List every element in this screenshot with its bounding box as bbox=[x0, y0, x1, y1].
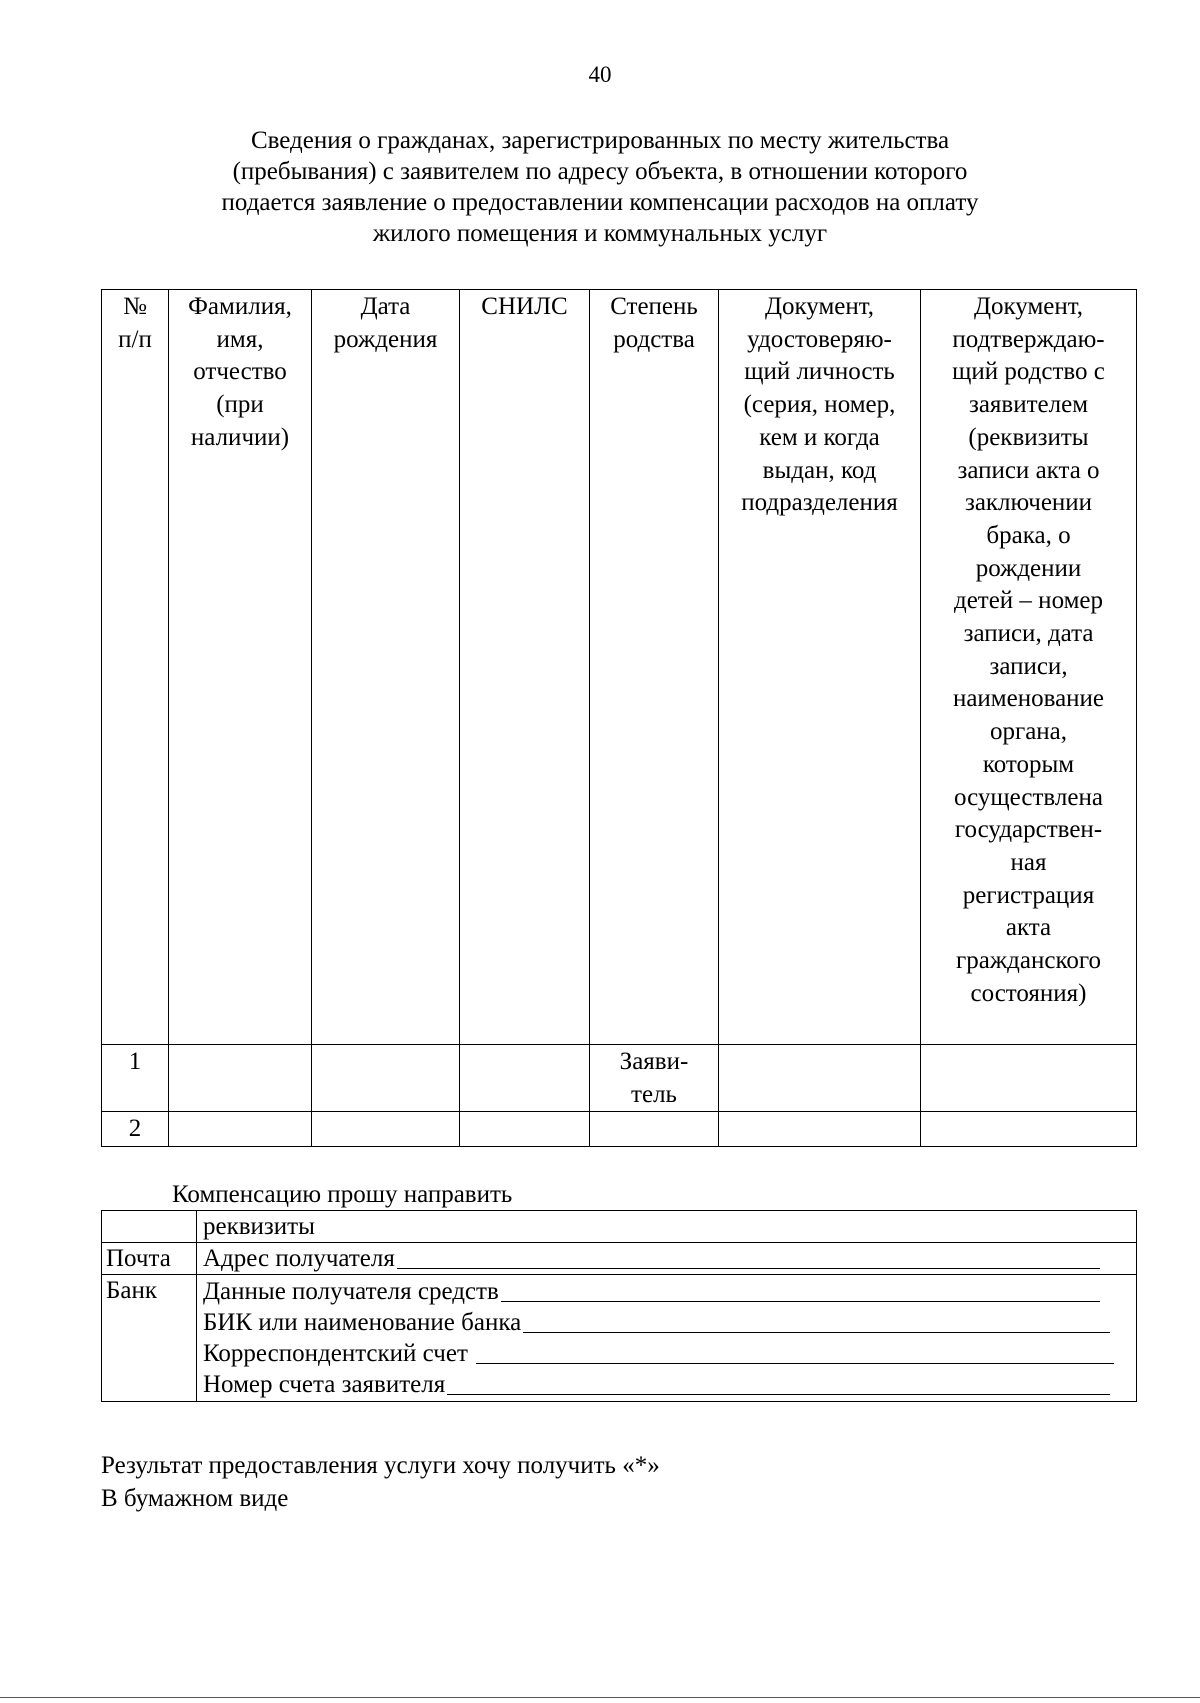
relation-cell[interactable] bbox=[590, 1112, 719, 1147]
bank-label: Банк bbox=[102, 1275, 197, 1402]
row-number: 2 bbox=[102, 1112, 169, 1147]
birth-date-cell[interactable] bbox=[312, 1045, 460, 1112]
bank-field-label: БИК или наименование банка bbox=[203, 1309, 522, 1336]
cell-text-line: щий личность bbox=[744, 358, 895, 386]
cell-text-line: акта bbox=[1005, 914, 1052, 942]
cell-text-line: заявителем bbox=[968, 391, 1089, 419]
cell-text-line: п/п bbox=[118, 325, 152, 353]
cell-text-line: заключении bbox=[964, 489, 1093, 517]
title-line: подается заявление о предоставлении компенсации расходов на оплату bbox=[221, 189, 979, 216]
cell-text-line: записи, bbox=[989, 652, 1068, 680]
bank-field-label: Номер счета заявителя bbox=[203, 1371, 446, 1398]
snils-cell[interactable] bbox=[460, 1112, 590, 1147]
table-row bbox=[102, 1112, 1137, 1147]
cell-text-line: записи, дата bbox=[963, 620, 1094, 648]
birth-date-cell[interactable] bbox=[312, 1112, 460, 1147]
identity-document-cell[interactable] bbox=[719, 1045, 921, 1112]
cell-text-line: наименование bbox=[952, 685, 1105, 713]
document-title bbox=[180, 125, 1020, 249]
header-identity-document bbox=[719, 290, 921, 1045]
payment-table bbox=[101, 1210, 1137, 1402]
kinship-document-cell[interactable] bbox=[921, 1045, 1137, 1112]
recipient-data-fill-line[interactable] bbox=[501, 1301, 1100, 1302]
full-name-cell[interactable] bbox=[169, 1045, 312, 1112]
snils-cell[interactable] bbox=[460, 1045, 590, 1112]
title-line: (пребывания) с заявителем по адресу объекта, в отношении которого bbox=[232, 158, 968, 185]
cell-text-line: Степень bbox=[610, 293, 698, 320]
cell-text-line: щий родство с bbox=[952, 358, 1105, 386]
table-row bbox=[102, 1045, 1137, 1112]
header-birth-date bbox=[312, 290, 460, 1045]
cell-text-line: состояния) bbox=[970, 979, 1087, 1007]
bank-row bbox=[102, 1275, 1137, 1402]
requisites-row bbox=[102, 1211, 1137, 1243]
cell-text-line: которым bbox=[982, 750, 1075, 778]
header-number bbox=[102, 290, 169, 1045]
cell-text-line: органа, bbox=[989, 718, 1068, 746]
applicant-account-fill-line[interactable] bbox=[447, 1394, 1110, 1395]
mail-row bbox=[102, 1243, 1137, 1275]
identity-document-cell[interactable] bbox=[719, 1112, 921, 1147]
cell-text-line: Заяви- bbox=[619, 1048, 689, 1075]
bik-fill-line[interactable] bbox=[523, 1332, 1110, 1333]
cell-text-line: рождения bbox=[333, 325, 438, 353]
mail-label: Почта bbox=[102, 1243, 197, 1275]
cell-text-line: тель bbox=[631, 1080, 677, 1108]
cell-text-line: ная bbox=[1010, 848, 1047, 876]
cell-text-line: (при bbox=[216, 391, 264, 419]
result-section bbox=[101, 1449, 660, 1515]
cell-text-line: Дата bbox=[360, 293, 411, 320]
kinship-document-cell[interactable] bbox=[921, 1112, 1137, 1147]
requisites-label: реквизиты bbox=[197, 1211, 1137, 1243]
cell-text-line: (серия, номер, bbox=[743, 391, 896, 419]
cell-text-line: брака, о bbox=[986, 521, 1071, 549]
cell-text-line: удостоверяю- bbox=[747, 325, 892, 353]
bank-fields bbox=[197, 1275, 1137, 1402]
header-full-name bbox=[169, 290, 312, 1045]
cell-text-line: подразделения bbox=[741, 489, 898, 517]
result-format-option[interactable]: В бумажном виде bbox=[101, 1485, 289, 1512]
mail-address-fill-line[interactable] bbox=[397, 1268, 1100, 1269]
cell-text-line: детей – номер bbox=[953, 587, 1104, 615]
cell-text-line: СНИЛС bbox=[481, 293, 568, 320]
correspondent-account-fill-line[interactable] bbox=[476, 1363, 1114, 1364]
cell-text-line: имя, bbox=[216, 325, 264, 353]
table-header-row bbox=[102, 290, 1137, 1045]
cell-text-line: подтверждаю- bbox=[952, 325, 1105, 353]
requisites-empty-cell bbox=[102, 1211, 197, 1243]
cell-text-line: родства bbox=[613, 325, 695, 353]
relation-cell bbox=[590, 1045, 719, 1112]
mail-address-field[interactable] bbox=[197, 1243, 1137, 1275]
page-number: 40 bbox=[588, 62, 612, 87]
header-kinship-document bbox=[921, 290, 1137, 1045]
row-number: 1 bbox=[102, 1045, 169, 1112]
cell-text-line: государствен- bbox=[954, 816, 1103, 844]
header-snils bbox=[460, 290, 590, 1045]
cell-text-line: выдан, код bbox=[762, 456, 877, 484]
scan-edge-line bbox=[0, 1697, 1200, 1698]
cell-text-line: наличии) bbox=[190, 423, 290, 451]
cell-text-line: (реквизиты bbox=[968, 423, 1089, 451]
title-line: Сведения о гражданах, зарегистрированных по месту жительства bbox=[250, 127, 950, 154]
compensation-label: Компенсацию прошу направить bbox=[172, 1181, 513, 1208]
mail-address-label: Адрес получателя bbox=[203, 1245, 395, 1272]
cell-text-line: Документ, bbox=[973, 293, 1084, 320]
full-name-cell[interactable] bbox=[169, 1112, 312, 1147]
cell-text-line: рождении bbox=[975, 554, 1082, 582]
title-line: жилого помещения и коммунальных услуг bbox=[372, 220, 828, 247]
bank-field-label: Данные получателя средств bbox=[203, 1278, 499, 1305]
cell-text-line: записи акта о bbox=[957, 456, 1100, 484]
cell-text-line: Фамилия, bbox=[188, 293, 292, 320]
cell-text-line: кем и когда bbox=[759, 423, 880, 451]
cell-text-line: № bbox=[123, 293, 147, 320]
cell-text-line: гражданского bbox=[956, 947, 1101, 975]
cell-text-line: осуществлена bbox=[954, 783, 1103, 811]
cell-text-line: Документ, bbox=[764, 293, 875, 320]
result-request-text: Результат предоставления услуги хочу получить «*» bbox=[101, 1452, 660, 1479]
citizens-table bbox=[101, 289, 1137, 1147]
cell-text-line: регистрация bbox=[962, 881, 1095, 909]
header-relation bbox=[590, 290, 719, 1045]
cell-text-line: отчество bbox=[193, 358, 287, 386]
bank-field-label: Корреспондентский счет bbox=[203, 1340, 468, 1367]
